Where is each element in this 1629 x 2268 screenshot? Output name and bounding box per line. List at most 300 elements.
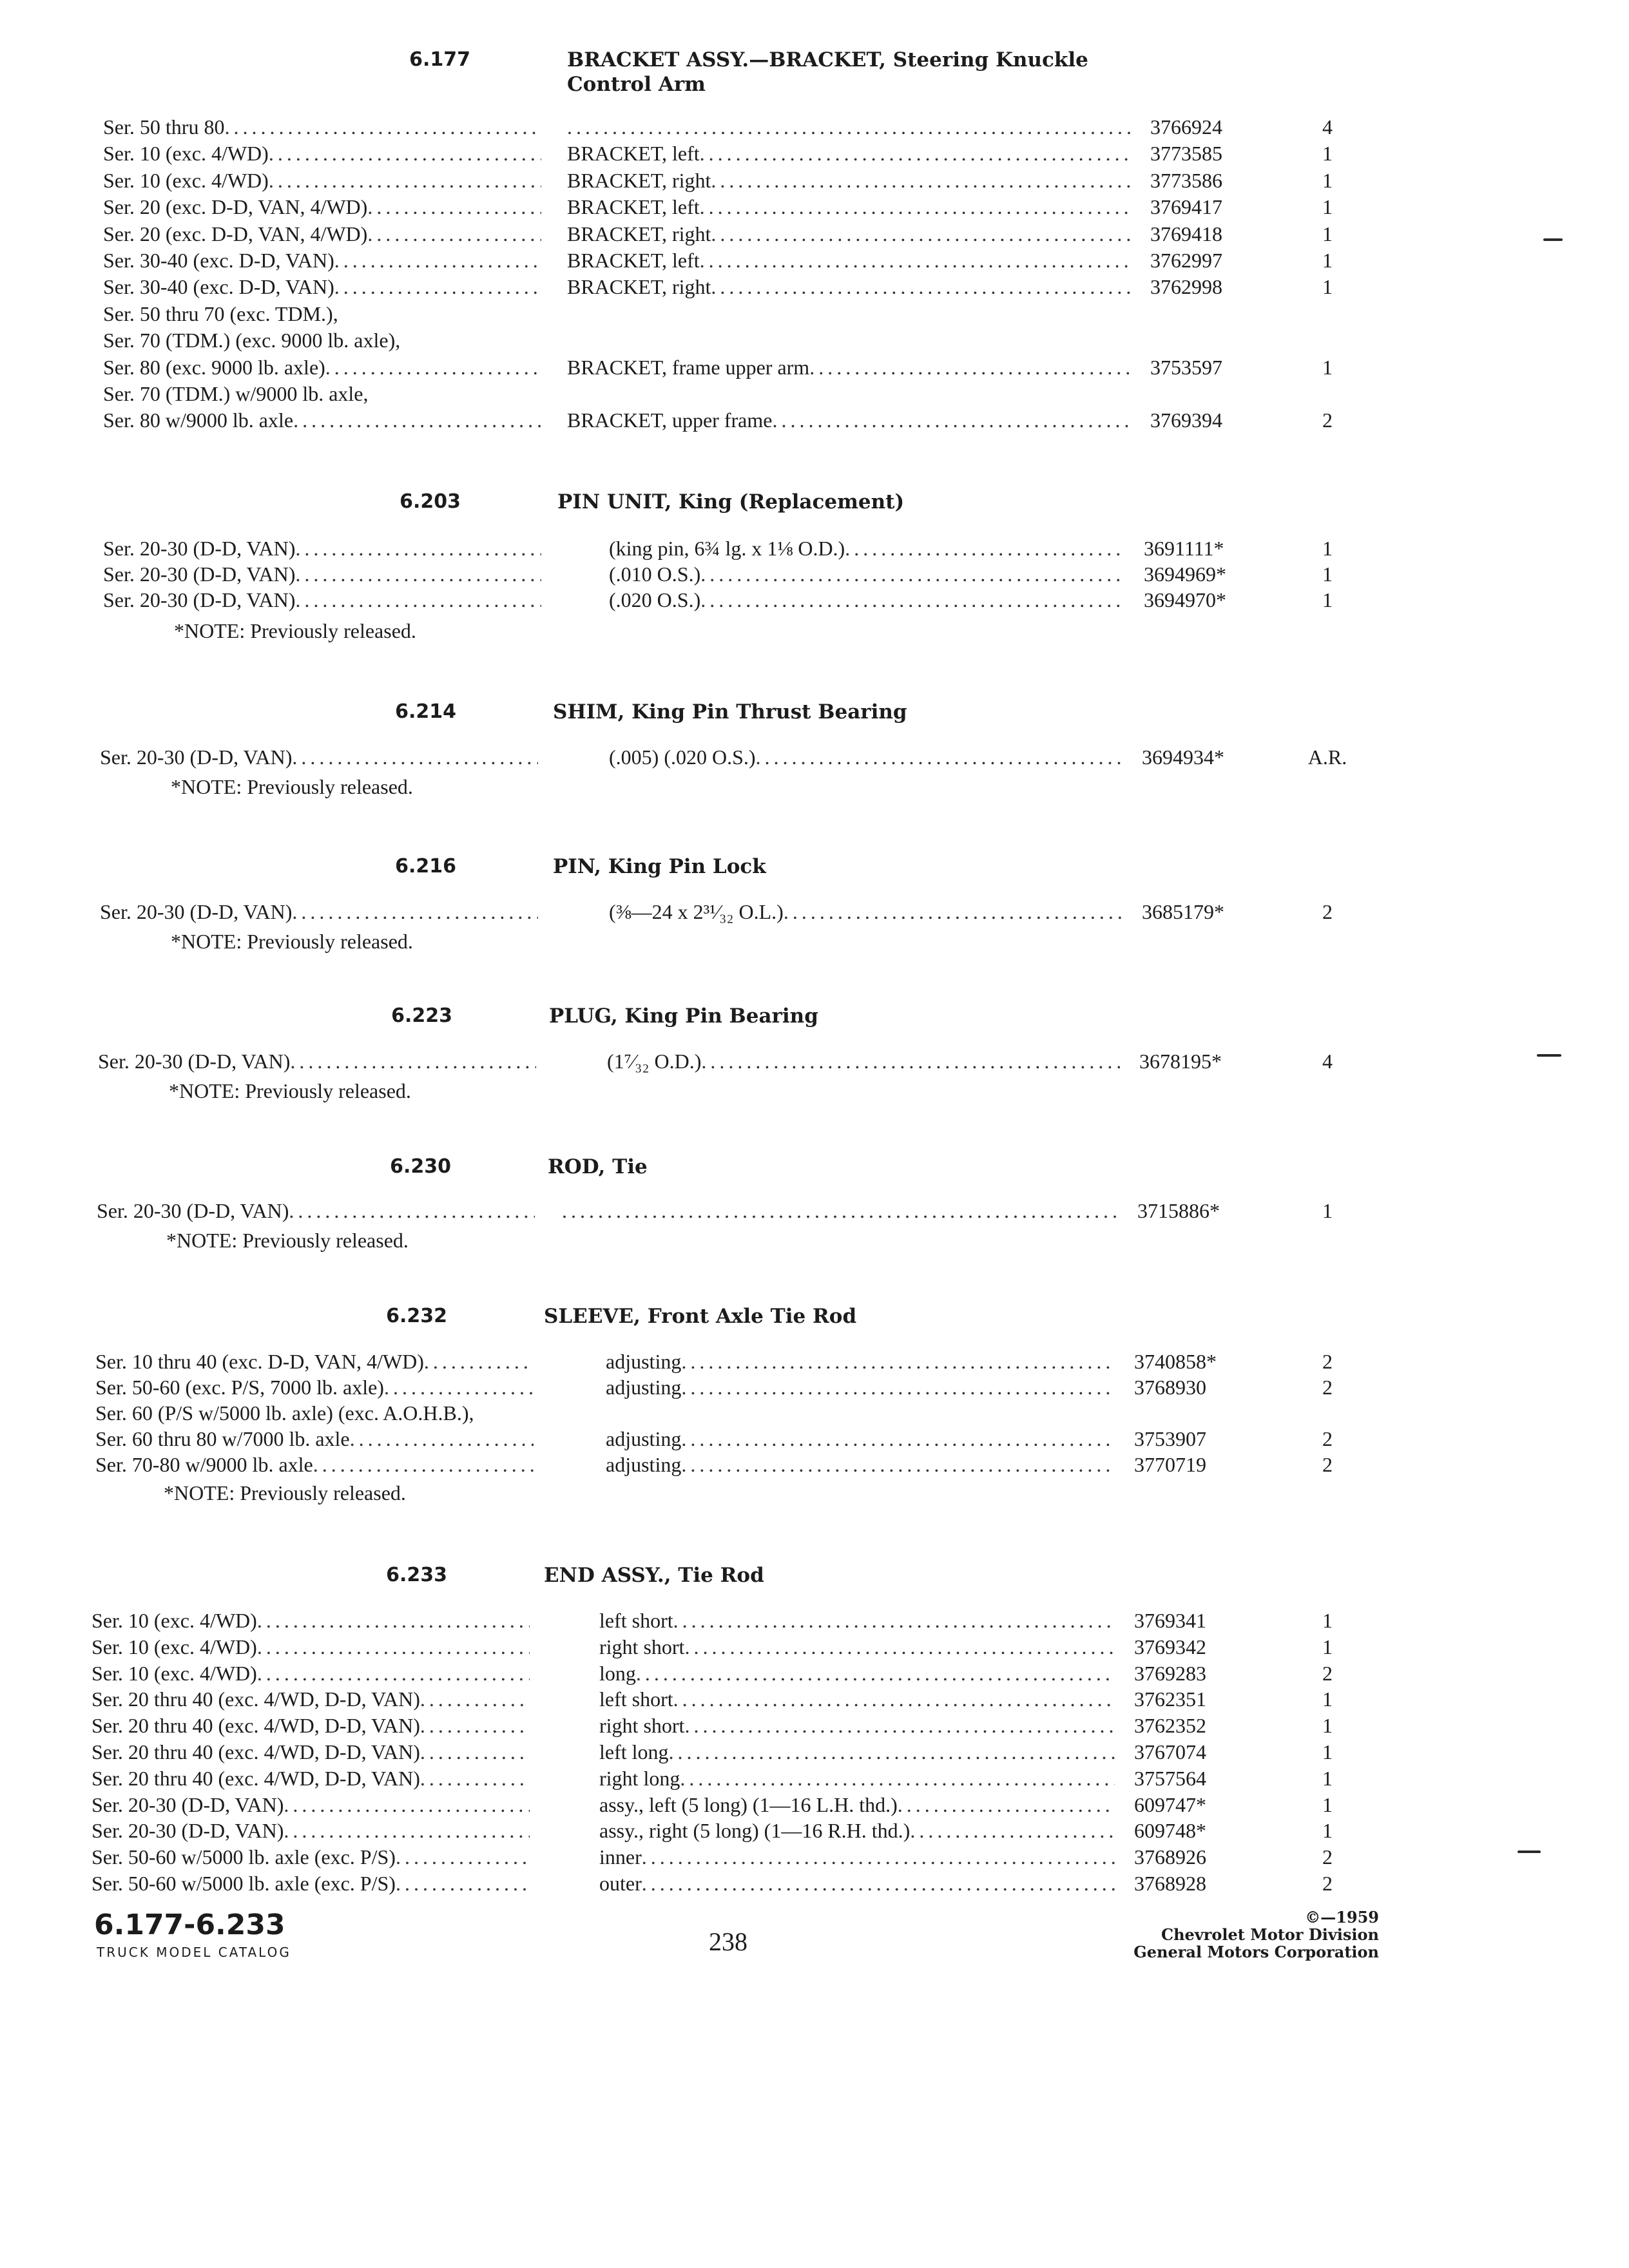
quantity: 1 — [1322, 169, 1333, 192]
description-cell — [606, 1374, 1115, 1401]
parts-row — [0, 1451, 1629, 1478]
serial-cell — [103, 300, 580, 327]
dot-leader — [684, 1633, 1115, 1660]
description-cell — [606, 1451, 1115, 1478]
quantity: 1 — [1322, 222, 1333, 245]
quantity: 4 — [1322, 1050, 1333, 1073]
section-title: ROD, Tie — [548, 1155, 648, 1178]
serial-cell — [103, 140, 541, 167]
description-cell — [609, 744, 1123, 771]
serial-text: Ser. 10 (exc. 4/WD) — [92, 1635, 257, 1658]
serial-cell — [97, 1197, 535, 1224]
dot-leader — [673, 1686, 1115, 1713]
dot-leader — [313, 1451, 534, 1478]
description-cell — [609, 898, 1123, 925]
quantity: 1 — [1322, 1714, 1333, 1737]
section-number: 6.230 — [390, 1155, 451, 1178]
serial-cell — [95, 1348, 534, 1375]
dot-leader — [424, 1348, 534, 1375]
dot-leader — [711, 167, 1131, 194]
description-cell — [567, 247, 1131, 274]
dot-leader — [420, 1738, 530, 1765]
dot-leader — [681, 1425, 1115, 1452]
dot-leader — [367, 193, 541, 220]
parts-row — [0, 1791, 1629, 1818]
dot-leader — [756, 744, 1123, 771]
quantity: 2 — [1322, 1350, 1333, 1373]
description-text: right short — [599, 1635, 685, 1658]
part-number: 3762997 — [1150, 249, 1222, 272]
dot-leader — [669, 1738, 1115, 1765]
parts-row — [0, 193, 1629, 220]
quantity: 1 — [1322, 275, 1333, 298]
quantity: 2 — [1322, 900, 1333, 923]
serial-text: Ser. 20 thru 40 (exc. 4/WD, D-D, VAN) — [92, 1714, 420, 1737]
description-cell — [567, 273, 1131, 300]
dot-leader — [269, 167, 541, 194]
section-title: SHIM, King Pin Thrust Bearing — [553, 700, 907, 724]
section-number: 6.233 — [386, 1564, 447, 1586]
serial-cell — [103, 193, 541, 220]
section-number: 6.232 — [386, 1305, 447, 1327]
part-number: 3766924 — [1150, 115, 1222, 139]
description-cell — [567, 220, 1131, 247]
section-note: *NOTE: Previously released. — [174, 619, 416, 642]
description-cell — [567, 407, 1131, 434]
description-cell — [567, 140, 1131, 167]
quantity: 2 — [1322, 1872, 1333, 1895]
section-title: PIN UNIT, King (Replacement) — [557, 490, 905, 514]
description-text: BRACKET, right — [567, 169, 711, 192]
section-number: 6.216 — [395, 855, 456, 878]
dot-leader — [269, 140, 541, 167]
quantity: 1 — [1322, 195, 1333, 218]
quantity: 2 — [1322, 1376, 1333, 1399]
margin-mark — [1543, 238, 1563, 241]
dot-leader — [396, 1870, 530, 1897]
part-number: 3678195* — [1139, 1050, 1222, 1073]
quantity: 1 — [1322, 1609, 1333, 1632]
part-number: 3762351 — [1134, 1687, 1206, 1711]
serial-text: Ser. 20 thru 40 (exc. 4/WD, D-D, VAN) — [92, 1767, 420, 1790]
dot-leader — [711, 273, 1131, 300]
parts-row — [0, 407, 1629, 434]
serial-cell — [103, 586, 541, 613]
part-number: 3685179* — [1142, 900, 1224, 923]
serial-text: Ser. 50-60 w/5000 lb. axle (exc. P/S) — [92, 1872, 396, 1895]
dot-leader — [642, 1843, 1115, 1870]
serial-cell — [92, 1686, 530, 1713]
quantity: 1 — [1322, 1635, 1333, 1658]
serial-text: Ser. 20-30 (D-D, VAN) — [92, 1793, 284, 1816]
parts-row — [0, 1399, 1629, 1427]
parts-row — [0, 273, 1629, 300]
part-number: 3757564 — [1134, 1767, 1206, 1790]
part-number: 3768930 — [1134, 1376, 1206, 1399]
serial-cell — [103, 273, 541, 300]
description-cell — [599, 1791, 1115, 1818]
dot-leader — [684, 1712, 1115, 1739]
serial-text: Ser. 80 (exc. 9000 lb. axle) — [103, 356, 325, 379]
section-note: *NOTE: Previously released. — [166, 1229, 409, 1252]
description-text: long — [599, 1662, 636, 1685]
serial-text: Ser. 50-60 (exc. P/S, 7000 lb. axle) — [95, 1376, 384, 1399]
serial-text: Ser. 30-40 (exc. D-D, VAN) — [103, 249, 334, 272]
serial-text: Ser. 20-30 (D-D, VAN) — [98, 1050, 291, 1073]
parts-row — [0, 1870, 1629, 1897]
quantity: 4 — [1322, 115, 1333, 139]
serial-text: Ser. 20 thru 40 (exc. 4/WD, D-D, VAN) — [92, 1687, 420, 1711]
serial-cell — [92, 1607, 530, 1634]
description-text: assy., right (5 long) (1—16 R.H. thd.) — [599, 1819, 911, 1842]
dot-leader — [681, 1451, 1115, 1478]
description-text: BRACKET, right — [567, 222, 711, 245]
dot-leader — [680, 1765, 1115, 1792]
description-cell — [609, 586, 1124, 613]
serial-text: Ser. 20-30 (D-D, VAN) — [92, 1819, 284, 1842]
parts-row — [0, 300, 1629, 327]
serial-cell — [92, 1791, 530, 1818]
parts-row — [0, 220, 1629, 247]
serial-cell — [98, 1048, 536, 1075]
quantity: 1 — [1322, 142, 1333, 165]
serial-text: Ser. 20 (exc. D-D, VAN, 4/WD) — [103, 222, 368, 245]
serial-cell — [103, 113, 541, 140]
dot-leader — [700, 140, 1131, 167]
dot-leader — [224, 113, 541, 140]
part-number: 3694970* — [1144, 588, 1226, 611]
serial-cell — [103, 167, 541, 194]
parts-row — [0, 561, 1629, 588]
parts-row — [0, 327, 1629, 354]
dot-leader — [809, 354, 1131, 381]
dot-leader — [295, 586, 541, 613]
part-number: 3753597 — [1150, 356, 1222, 379]
dot-leader — [384, 1374, 534, 1401]
serial-text: Ser. 20-30 (D-D, VAN) — [103, 537, 296, 560]
quantity: 2 — [1322, 1453, 1333, 1476]
serial-text: Ser. 30-40 (exc. D-D, VAN) — [103, 275, 334, 298]
serial-cell — [92, 1633, 530, 1660]
parts-row — [0, 1374, 1629, 1401]
quantity: 1 — [1322, 588, 1333, 611]
serial-text: Ser. 20-30 (D-D, VAN) — [100, 900, 293, 923]
section-note: *NOTE: Previously released. — [171, 930, 413, 953]
description-cell — [599, 1633, 1115, 1660]
description-cell — [609, 561, 1124, 588]
dot-leader — [325, 354, 541, 381]
quantity: 1 — [1322, 1687, 1333, 1711]
section-note: *NOTE: Previously released. — [169, 1079, 411, 1102]
page-number: 238 — [709, 1927, 747, 1956]
dot-leader — [420, 1765, 530, 1792]
serial-text: Ser. 50-60 w/5000 lb. axle (exc. P/S) — [92, 1845, 396, 1869]
description-cell — [599, 1843, 1115, 1870]
description-text: outer — [599, 1872, 642, 1895]
serial-text: Ser. 80 w/9000 lb. axle — [103, 408, 294, 432]
serial-cell — [103, 407, 541, 434]
parts-row — [0, 535, 1629, 562]
parts-row — [0, 1425, 1629, 1452]
description-cell — [599, 1765, 1115, 1792]
dot-leader — [396, 1843, 530, 1870]
dot-leader — [334, 247, 541, 274]
copyright-year: ©—1959 — [1305, 1908, 1379, 1927]
description-text: (.005) (.020 O.S.) — [609, 745, 756, 769]
serial-text: Ser. 70-80 w/9000 lb. axle — [95, 1453, 313, 1476]
part-number: 3740858* — [1134, 1350, 1217, 1373]
part-number: 3691111* — [1144, 537, 1224, 560]
dot-leader — [642, 1870, 1115, 1897]
quantity: 1 — [1322, 1199, 1333, 1222]
description-text: adjusting — [606, 1376, 682, 1399]
section-number: 6.214 — [395, 700, 456, 723]
parts-row — [0, 1607, 1629, 1634]
description-cell — [599, 1712, 1115, 1739]
parts-row — [0, 1817, 1629, 1844]
serial-cell — [103, 247, 541, 274]
quantity: 1 — [1322, 537, 1333, 560]
description-cell — [567, 193, 1131, 220]
quantity: 1 — [1322, 249, 1333, 272]
dot-leader — [292, 744, 538, 771]
description-text: right short — [599, 1714, 685, 1737]
description-text: (.010 O.S.) — [609, 562, 701, 586]
quantity: 1 — [1322, 1793, 1333, 1816]
parts-row — [0, 1843, 1629, 1870]
description-text: BRACKET, frame upper arm — [567, 356, 810, 379]
description-cell — [599, 1738, 1115, 1765]
description-cell — [599, 1607, 1115, 1634]
part-number: 3773585 — [1150, 142, 1222, 165]
dot-leader — [898, 1791, 1115, 1818]
dot-leader — [567, 113, 1131, 140]
serial-cell — [103, 561, 541, 588]
parts-row — [0, 1197, 1629, 1224]
dot-leader — [257, 1633, 530, 1660]
description-cell — [606, 1348, 1115, 1375]
serial-cell — [92, 1870, 530, 1897]
dot-leader — [784, 898, 1123, 925]
serial-cell — [103, 327, 580, 354]
description-cell — [599, 1817, 1115, 1844]
part-number: 3769341 — [1134, 1609, 1206, 1632]
description-text: BRACKET, left — [567, 249, 700, 272]
parts-row — [0, 140, 1629, 167]
dot-leader — [293, 407, 541, 434]
description-text: BRACKET, left — [567, 142, 700, 165]
serial-text: Ser. 10 (exc. 4/WD) — [92, 1662, 257, 1685]
description-text: adjusting — [606, 1453, 682, 1476]
part-number: 3769417 — [1150, 195, 1222, 218]
parts-row — [0, 1660, 1629, 1687]
parts-row — [0, 380, 1629, 407]
dot-leader — [562, 1197, 1118, 1224]
quantity: 1 — [1322, 1819, 1333, 1842]
description-text: left long — [599, 1740, 669, 1763]
dot-leader — [295, 535, 541, 562]
parts-row — [0, 167, 1629, 194]
description-text: (king pin, 6¾ lg. x 1⅛ O.D.) — [609, 537, 845, 560]
section-number: 6.223 — [391, 1004, 452, 1027]
dot-leader — [772, 407, 1131, 434]
description-cell — [599, 1660, 1115, 1687]
part-number: 3753907 — [1134, 1427, 1206, 1450]
quantity: A.R. — [1307, 745, 1347, 769]
quantity: 1 — [1322, 562, 1333, 586]
dot-leader — [700, 247, 1131, 274]
dot-leader — [257, 1660, 530, 1687]
dot-leader — [350, 1425, 534, 1452]
part-number: 609747* — [1134, 1793, 1206, 1816]
parts-row — [0, 586, 1629, 613]
parts-row — [0, 1765, 1629, 1792]
margin-mark — [1518, 1850, 1541, 1853]
section-number: 6.203 — [400, 490, 461, 513]
serial-cell — [103, 535, 541, 562]
serial-text: Ser. 10 thru 40 (exc. D-D, VAN, 4/WD) — [95, 1350, 424, 1373]
serial-cell — [92, 1817, 530, 1844]
serial-cell — [92, 1843, 530, 1870]
dot-leader — [367, 220, 541, 247]
parts-row — [0, 898, 1629, 925]
dot-leader — [681, 1348, 1115, 1375]
part-number: 3769342 — [1134, 1635, 1206, 1658]
quantity: 1 — [1322, 1740, 1333, 1763]
serial-text: Ser. 50 thru 70 (exc. TDM.), — [103, 302, 338, 325]
serial-text: Ser. 60 (P/S w/5000 lb. axle) (exc. A.O.H.B.), — [95, 1401, 474, 1425]
description-cell — [607, 1048, 1120, 1075]
parts-row — [0, 1633, 1629, 1660]
dot-leader — [257, 1607, 530, 1634]
copyright-division: Chevrolet Motor Division — [1161, 1925, 1379, 1944]
description-text: BRACKET, upper frame — [567, 408, 773, 432]
part-number: 3762998 — [1150, 275, 1222, 298]
description-text: assy., left (5 long) (1—16 L.H. thd.) — [599, 1793, 898, 1816]
dot-leader — [420, 1686, 530, 1713]
dot-leader — [910, 1817, 1115, 1844]
serial-cell — [95, 1399, 572, 1427]
parts-row — [0, 744, 1629, 771]
part-number: 3694969* — [1144, 562, 1226, 586]
description-cell — [606, 1425, 1115, 1452]
part-number: 3694934* — [1142, 745, 1224, 769]
serial-cell — [92, 1660, 530, 1687]
serial-cell — [103, 380, 580, 407]
part-number: 3770719 — [1134, 1453, 1206, 1476]
dot-leader — [636, 1660, 1115, 1687]
section-title: PIN, King Pin Lock — [553, 855, 766, 878]
description-text: left short — [599, 1687, 673, 1711]
section-title: END ASSY., Tie Rod — [544, 1564, 764, 1587]
serial-text: Ser. 60 thru 80 w/7000 lb. axle — [95, 1427, 350, 1450]
parts-row — [0, 113, 1629, 140]
serial-text: Ser. 10 (exc. 4/WD) — [103, 169, 269, 192]
serial-text: Ser. 20-30 (D-D, VAN) — [97, 1199, 289, 1222]
dot-leader — [700, 561, 1124, 588]
margin-mark — [1537, 1054, 1561, 1057]
serial-text: Ser. 70 (TDM.) (exc. 9000 lb. axle), — [103, 329, 401, 352]
section-number: 6.177 — [409, 48, 470, 71]
catalog-label: TRUCK MODEL CATALOG — [97, 1945, 291, 1960]
dot-leader — [673, 1607, 1115, 1634]
parts-row — [0, 1686, 1629, 1713]
copyright-corporation: General Motors Corporation — [1133, 1943, 1379, 1961]
dot-leader — [420, 1712, 530, 1739]
serial-cell — [100, 744, 538, 771]
dot-leader — [290, 1048, 536, 1075]
quantity: 1 — [1322, 356, 1333, 379]
serial-text: Ser. 20 (exc. D-D, VAN, 4/WD) — [103, 195, 368, 218]
section-note: *NOTE: Previously released. — [171, 775, 413, 798]
section-title: BRACKET ASSY.—BRACKET, Steering Knuckle Control Arm — [567, 48, 1088, 96]
dot-leader — [711, 220, 1131, 247]
dot-leader — [295, 561, 541, 588]
description-text: adjusting — [606, 1427, 682, 1450]
description-cell — [567, 113, 1131, 140]
dot-leader — [334, 273, 541, 300]
section-title: PLUG, King Pin Bearing — [549, 1004, 818, 1028]
dot-leader — [292, 898, 538, 925]
description-cell — [562, 1197, 1118, 1224]
section-range: 6.177-6.233 — [94, 1908, 285, 1941]
dot-leader — [700, 586, 1124, 613]
part-number: 609748* — [1134, 1819, 1206, 1842]
part-number: 3769394 — [1150, 408, 1222, 432]
description-text: (.020 O.S.) — [609, 588, 701, 611]
description-text: adjusting — [606, 1350, 682, 1373]
parts-row — [0, 1348, 1629, 1375]
description-text: (1⁷⁄₃₂ O.D.) — [607, 1050, 702, 1073]
part-number: 3762352 — [1134, 1714, 1206, 1737]
description-text: BRACKET, right — [567, 275, 711, 298]
description-cell — [609, 535, 1124, 562]
parts-row — [0, 247, 1629, 274]
serial-text: Ser. 70 (TDM.) w/9000 lb. axle, — [103, 382, 369, 405]
serial-cell — [103, 354, 541, 381]
serial-cell — [92, 1738, 530, 1765]
part-number: 3768926 — [1134, 1845, 1206, 1869]
description-text: (⅜—24 x 2³¹⁄₃₂ O.L.) — [609, 900, 784, 923]
dot-leader — [284, 1791, 530, 1818]
serial-cell — [92, 1765, 530, 1792]
parts-row — [0, 1712, 1629, 1739]
description-text: BRACKET, left — [567, 195, 700, 218]
dot-leader — [845, 535, 1124, 562]
serial-text: Ser. 10 (exc. 4/WD) — [103, 142, 269, 165]
quantity: 2 — [1322, 1662, 1333, 1685]
parts-row — [0, 354, 1629, 381]
dot-leader — [289, 1197, 535, 1224]
part-number: 3715886* — [1137, 1199, 1220, 1222]
part-number: 3773586 — [1150, 169, 1222, 192]
dot-leader — [700, 193, 1131, 220]
description-cell — [567, 354, 1131, 381]
serial-text: Ser. 20-30 (D-D, VAN) — [103, 588, 296, 611]
description-text: inner — [599, 1845, 642, 1869]
dot-leader — [284, 1817, 530, 1844]
serial-text: Ser. 20-30 (D-D, VAN) — [103, 562, 296, 586]
parts-row — [0, 1048, 1629, 1075]
description-text: left short — [599, 1609, 673, 1632]
quantity: 2 — [1322, 1845, 1333, 1869]
serial-cell — [95, 1451, 534, 1478]
description-cell — [599, 1686, 1115, 1713]
section-note: *NOTE: Previously released. — [164, 1481, 406, 1504]
dot-leader — [701, 1048, 1120, 1075]
part-number: 3769283 — [1134, 1662, 1206, 1685]
serial-text: Ser. 50 thru 80 — [103, 115, 225, 139]
